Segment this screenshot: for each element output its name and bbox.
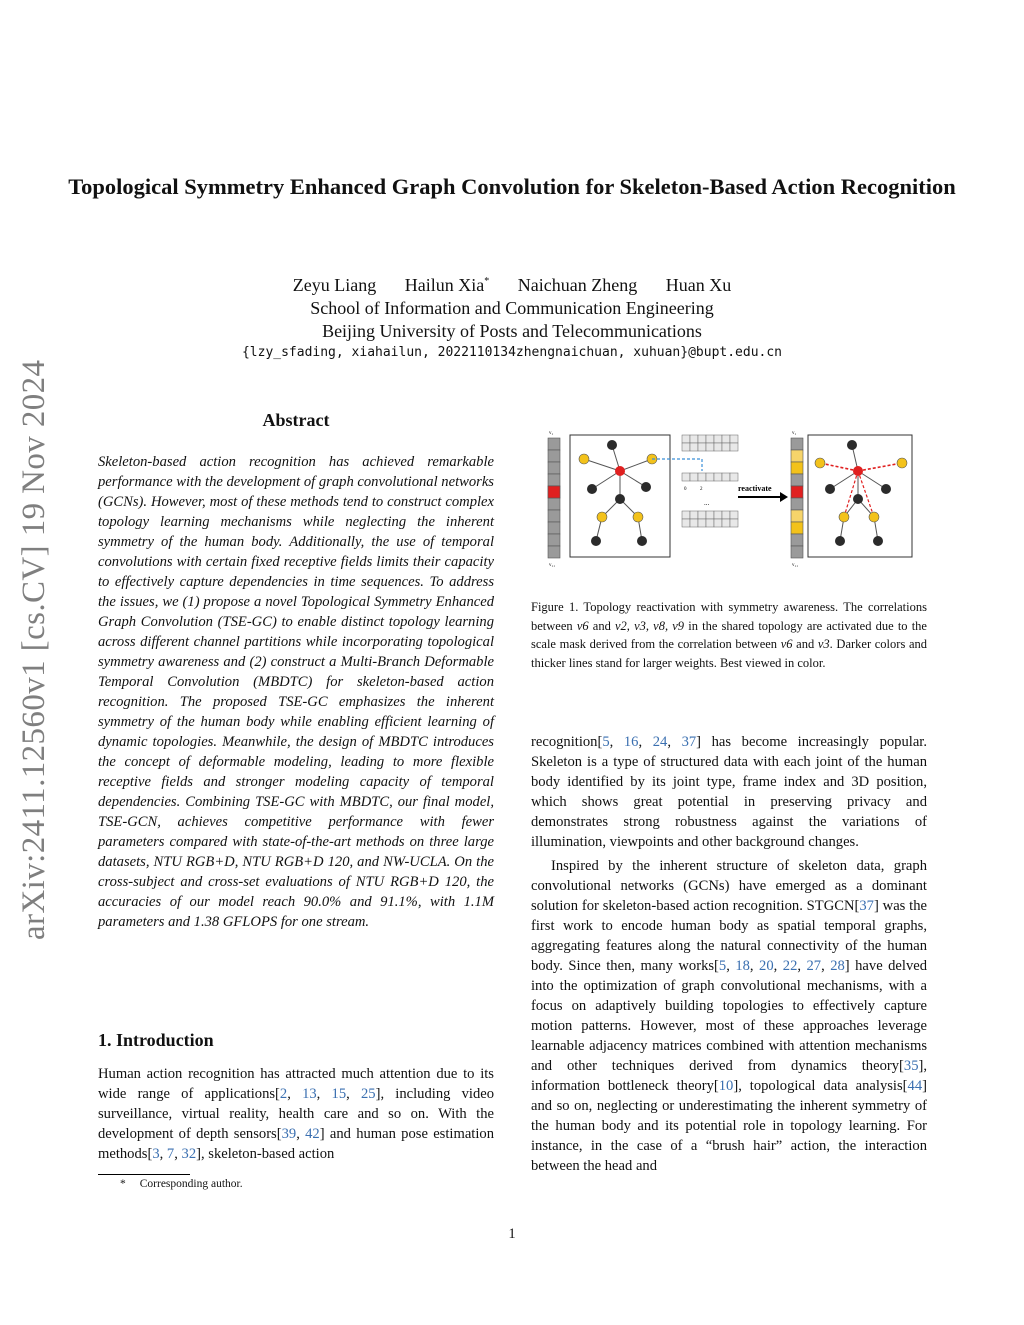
skeleton-graph-right [808,435,912,557]
joint-feature-strip-right [791,431,803,568]
adjacency-matrix-top [682,435,738,451]
corresponding-mark: * [484,276,490,287]
paper-title: Topological Symmetry Enhanced Graph Convolution for Skeleton-Based Action Recognition [68,174,956,199]
body-paragraph: Inspired by the inherent structure of skeleton data, graph convolutional networks (GCNs) have emerged as a dominant solution for skeleton-based action recognition. STGCN[37] was the first work to encode human body as spatial temporal graphs, aggregating features along the natural connectivity of the human body. Since then, many works[5, 18, 20, 22, 27, 28] have delved into the optimization of graph convolutional mechanisms, with a focus on adaptively building topologies to effectively capture motion patterns. However, most of these approaches leverage learnable adjacency matrices combined with attention mechanisms and other techniques derived from dynamics theory[35], information bottleneck theory[10], topological data analysis[44] and so on, neglecting or underestimating the inherent symmetry of the human body and its potential role in topology learning. For instance, in the case of a “brush hair” action, the interaction between the head and [531,858,928,1174]
highlighted-joint-cell [548,486,560,498]
svg-text:v₁₁: v₁₁ [792,563,798,568]
citation-link[interactable]: 20 [759,958,774,974]
citation-link[interactable]: 35 [903,1058,919,1074]
author-names [0,270,1024,297]
citation-link[interactable]: 27 [806,958,822,974]
citation-link[interactable]: 18 [735,958,750,974]
citation-link[interactable]: 44 [907,1078,923,1094]
citation-link[interactable]: 15 [331,1086,347,1102]
svg-text:2: 2 [700,487,703,492]
citation-link[interactable]: 42 [305,1126,320,1142]
citation-link[interactable]: 16 [623,734,639,750]
skeleton-graph-left [570,435,670,557]
citation-link[interactable]: 24 [652,734,668,750]
reactivate-label: reactivate [738,484,772,493]
citation-link[interactable]: 5 [602,734,610,750]
author-name-corresponding: Hailun Xia* [404,275,490,295]
citation-link[interactable]: 39 [281,1126,297,1142]
affiliation-university: Beijing University of Posts and Telecommunications [322,321,702,341]
figure-1-caption: Figure 1. Topology reactivation with symmetry awareness. The correlations between v6 and v2, v3, v8, v9 in the shared topology are activated due to the scale mask derived from the correlation between v6 and v3. Darker colors and thicker lines stand for larger weights. Best viewed in color. [531,600,927,670]
citation-link[interactable]: 25 [360,1086,376,1102]
citation-link[interactable]: 32 [181,1146,197,1162]
citation-link[interactable]: 37 [681,734,697,750]
author-block [0,270,1024,343]
citation-link[interactable]: 13 [302,1086,317,1102]
citation-link[interactable]: 10 [718,1078,734,1094]
abstract-heading: Abstract [262,410,330,430]
affiliation-school: School of Information and Communication Engineering [310,298,714,318]
intro-paragraph: Human action recognition has attracted much attention due to its wide range of applications[2, 13, 15, 25], including video surveillance, virtual reality, health care and so on. With the development of depth sensors[39, 42] and human pose estimation methods[3, 7, 32], skeleton-based action [98,1066,495,1162]
footnote-rule [98,1174,190,1175]
citation-link[interactable]: 2 [279,1086,288,1102]
abstract-body: Skeleton-based action recognition has achieved remarkable performance with the development of graph convolutional networks (GCNs). However, most of these methods tend to construct complex topology learning mechanisms while neglecting the inherent symmetry of the human body. Additionally, the use of temporal convolutions with certain fixed receptive fields limits their capacity to effectively capture dependencies in time sequences. To address the issues, we (1) propose a novel Topological Symmetry Enhanced Graph Convolution (TSE-GC) to enable distinct topology learning across different channel partitions while incorporating topological symmetry awareness and (2) construct a Multi-Branch Deformable Temporal Convolution (MBDTC) for skeleton-based action recognition. The proposed TSE-GC emphasizes the inherent symmetry of the human body while enabling efficient learning of dynamic topologies. Meanwhile, the design of MBDTC introduces the concept of deformable modeling, leading to more flexible receptive fields and stronger modeling capacity of temporal dependencies. Combining TSE-GC with MBDTC, our final model, TSE-GCN, achieves competitive performance with fewer parameters compared with state-of-the-art methods on three large datasets, NTU RGB+D, NTU RGB+D 120, and NW-UCLA. On the cross-subject and cross-set evaluations of NTU RGB+D 120, the accuracies of our model reach 90.0% and 91.1%, with 1.1M parameters and 1.38 GFLOPS for one stream. [98,454,494,930]
footnote: * Corresponding author. [120,1178,243,1190]
strip-label-top: v₁ [549,431,554,436]
author-emails: {lzy_sfading, xiahailun, 2022110134zhengnaichuan, xuhuan}@bupt.edu.cn [241,345,783,360]
citation-link[interactable]: 3 [152,1146,160,1162]
right-column-text [531,732,927,1176]
matrix-ellipsis: ... [704,499,710,507]
adjacency-matrix-middle [682,473,738,492]
author-name: Naichuan Zheng [517,275,638,295]
arxiv-identifier: arXiv:2411.12560v1 [cs.CV] 19 Nov 2024 [16,359,52,940]
joint-feature-strip-left [548,431,560,568]
adjacency-matrix-bottom [682,511,738,527]
citation-link[interactable]: 22 [782,958,798,974]
citation-link[interactable]: 37 [859,898,874,914]
citation-link[interactable]: 5 [718,958,727,974]
svg-text:v₁₁: v₁₁ [549,563,555,568]
svg-text:v₁: v₁ [792,431,797,436]
author-name: Huan Xu [665,275,732,295]
figure-1-diagram [540,425,920,575]
page-number: 1 [508,1226,516,1242]
svg-text:0: 0 [684,487,687,492]
citation-link[interactable]: 7 [166,1146,175,1162]
citation-link[interactable]: 28 [830,958,845,974]
author-name: Zeyu Liang [292,275,377,295]
section-heading-introduction: 1. Introduction [98,1030,214,1050]
body-paragraph: recognition[5, 16, 24, 37] has become increasingly popular. Skeleton is a type of structured data with each joint of the human body identified by its joint type, frame index and 3D position, which shows great potential in preserving privacy and demonstrates strong robustness against the variations of illumination, viewpoints and other background changes. [531,734,927,850]
